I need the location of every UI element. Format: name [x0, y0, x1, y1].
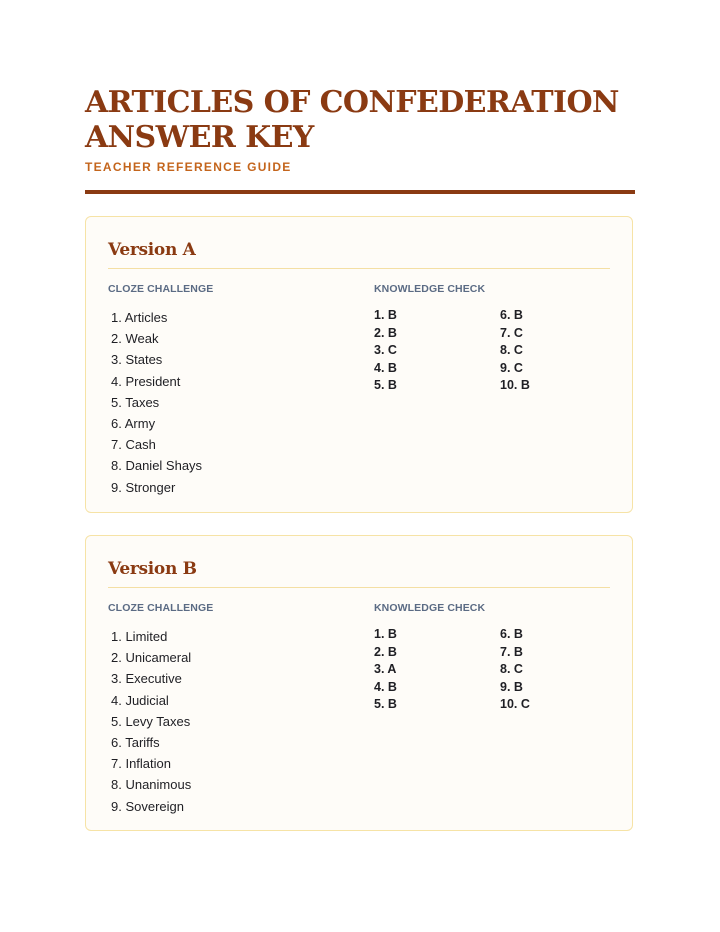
knowledge-answer: 1. B [374, 627, 397, 641]
version-b-cloze-section [108, 602, 358, 817]
version-b-title: Version B [108, 559, 197, 579]
cloze-answer: 8. Unanimous [111, 777, 192, 793]
knowledge-answer: 4. B [374, 360, 397, 375]
knowledge-answer: 2. B [374, 644, 397, 659]
cloze-answer: 1. Limited [111, 629, 168, 644]
knowledge-answer: 8. C [500, 662, 523, 677]
version-b-divider [108, 587, 610, 588]
cloze-answer: 9. Stronger [111, 479, 176, 495]
knowledge-answer: 6. B [500, 627, 523, 641]
knowledge-answer: 6. B [500, 308, 523, 322]
page-title: ARTICLES OF CONFEDERATION ANSWER KEY [85, 85, 619, 155]
cloze-answer: 6. Army [111, 416, 156, 432]
cloze-answer: 4. President [111, 373, 181, 389]
cloze-answer: 7. Cash [111, 437, 156, 453]
cloze-challenge-label: CLOZE CHALLENGE [108, 283, 214, 295]
knowledge-answer: 7. B [500, 644, 523, 659]
version-a-knowledge-section [374, 283, 614, 395]
knowledge-answer: 9. B [500, 679, 523, 694]
knowledge-answer: 3. A [374, 662, 397, 677]
knowledge-check-label: KNOWLEDGE CHECK [374, 602, 486, 614]
cloze-answer: 8. Daniel Shays [111, 458, 203, 474]
cloze-answer-list [111, 307, 358, 498]
cloze-answer: 5. Levy Taxes [111, 713, 191, 729]
version-b-card [85, 535, 633, 831]
cloze-answer: 9. Sovereign [111, 798, 184, 814]
answer-key-page [85, 85, 635, 814]
version-a-card [85, 216, 633, 513]
knowledge-check-label: KNOWLEDGE CHECK [374, 283, 486, 295]
knowledge-answer: 9. C [500, 360, 523, 375]
knowledge-answer: 3. C [374, 343, 397, 358]
cloze-answer: 2. Weak [111, 331, 159, 347]
cloze-answer: 1. Articles [111, 310, 168, 325]
cloze-answer: 3. Executive [111, 671, 182, 687]
version-a-title: Version A [108, 240, 196, 260]
knowledge-answer: 8. C [500, 343, 523, 358]
knowledge-answer-grid [374, 307, 614, 395]
version-a-cloze-section [108, 283, 358, 498]
knowledge-answer: 7. C [500, 325, 523, 340]
cloze-answer: 5. Taxes [111, 394, 160, 410]
knowledge-answer: 2. B [374, 325, 397, 340]
cloze-answer: 3. States [111, 352, 163, 368]
knowledge-answer: 4. B [374, 679, 397, 694]
knowledge-answer: 1. B [374, 308, 397, 322]
cloze-answer-list [111, 626, 358, 817]
knowledge-answer: 5. B [374, 378, 397, 393]
knowledge-answer-grid [374, 626, 614, 714]
header-rule [85, 190, 635, 194]
version-a-divider [108, 268, 610, 269]
knowledge-answer: 5. B [374, 697, 397, 712]
knowledge-answer: 10. B [500, 378, 530, 393]
cloze-challenge-label: CLOZE CHALLENGE [108, 602, 214, 614]
knowledge-answer: 10. C [500, 697, 530, 712]
version-b-knowledge-section [374, 602, 614, 714]
cloze-answer: 4. Judicial [111, 692, 169, 708]
cloze-answer: 2. Unicameral [111, 650, 192, 666]
cloze-answer: 7. Inflation [111, 756, 171, 772]
page-subtitle: TEACHER REFERENCE GUIDE [85, 160, 292, 174]
cloze-answer: 6. Tariffs [111, 735, 160, 751]
